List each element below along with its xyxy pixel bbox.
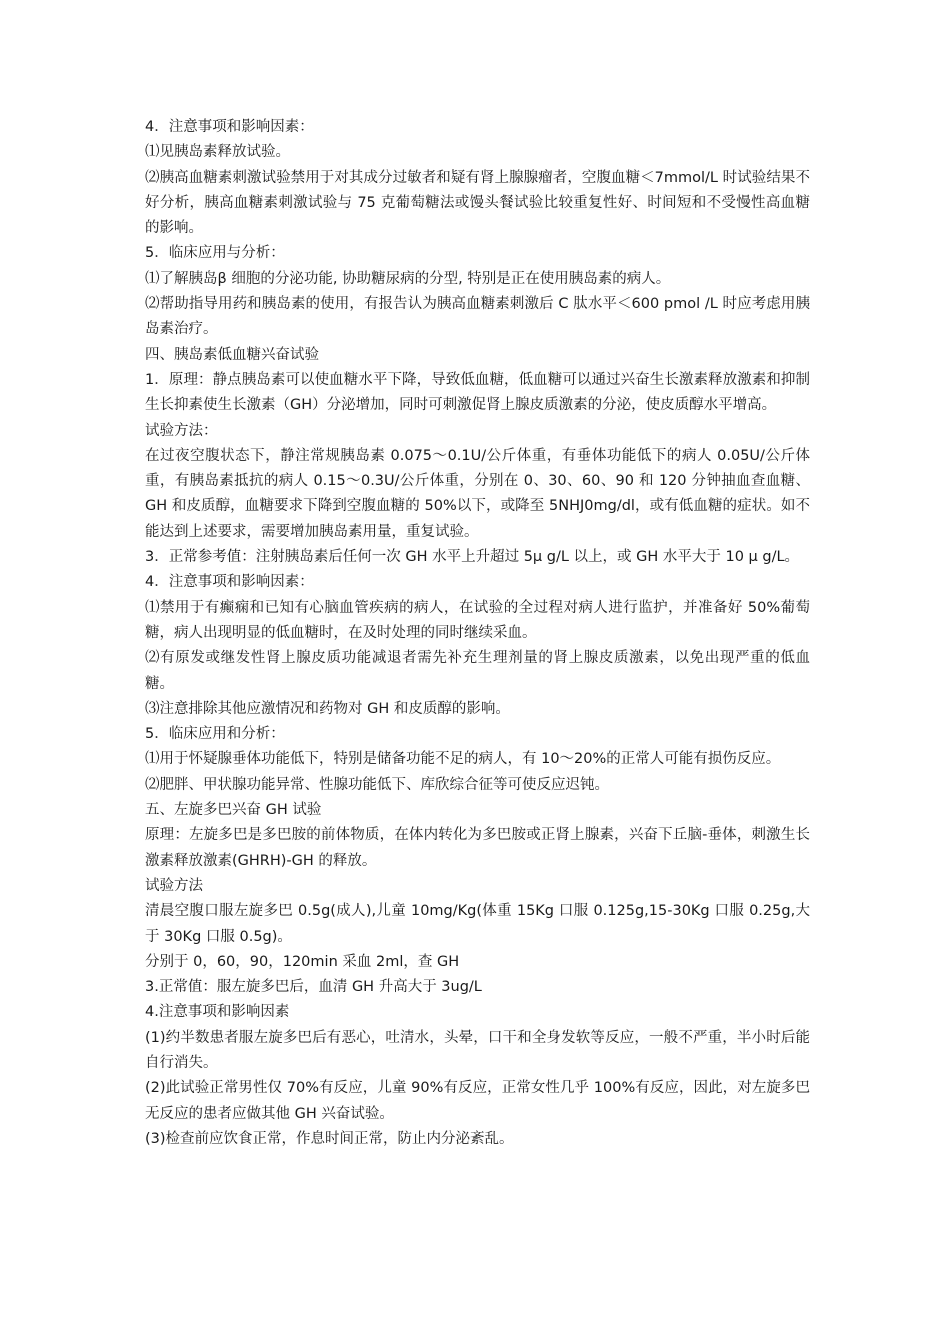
list-item: ⑴见胰岛素释放试验。 [145,144,290,161]
method-paragraph: 清晨空腹口服左旋多巴 0.5g(成人),儿童 10mg/Kg(体重 15Kg 口服 0.125g,15-30Kg 口服 0.25g,大于 30Kg 口服 0.5g)。 [145,903,810,945]
principle-paragraph: 1．原理：静点胰岛素可以使血糖水平下降，导致低血糖，低血糖可以通过兴奋生长激素释放激素和抑制生长抑素使生长激素（GH）分泌增加，同时可刺激促肾上腺皮质激素的分泌，使皮质醇水平增高。 [145,371,810,414]
section-heading-4-notes: 4．注意事项和影响因素： [145,574,314,591]
section-heading-5-clinical: 5．临床应用与分析： [145,245,285,262]
list-item: ⑵帮助指导用药和胰岛素的使用，有报告认为胰高血糖素刺激后 C 肽水平＜600 pmol /L 时应考虑用胰岛素治疗。 [145,296,810,338]
list-item: (3)检查前应饮食正常，作息时间正常，防止内分泌紊乱。 [145,1130,514,1147]
chapter-heading-levodopa-test: 五、左旋多巴兴奋 GH 试验 [145,802,322,819]
normal-value-paragraph: 3.正常值：服左旋多巴后，血清 GH 升高大于 3ug/L [145,979,482,996]
list-item: ⑴了解胰岛β 细胞的分泌功能, 协助糖尿病的分型, 特别是正在使用胰岛素的病人。 [145,270,671,287]
document-body [145,115,810,1152]
method-heading: 试验方法 [145,877,203,894]
sampling-paragraph: 分别于 0，60，90，120min 采血 2ml，查 GH [145,953,460,970]
list-item: ⑴禁用于有癫痫和已知有心脑血管疾病的病人，在试验的全过程对病人进行监护，并准备好 50%葡萄糖，病人出现明显的低血糖时，在及时处理的同时继续采血。 [145,599,810,641]
list-item: ⑵肥胖、甲状腺功能异常、性腺功能低下、库欣综合征等可使反应迟钝。 [145,776,609,793]
list-item: ⑶注意排除其他应激情况和药物对 GH 和皮质醇的影响。 [145,700,510,717]
section-heading-4-notes: 4.注意事项和影响因素 [145,1004,290,1021]
reference-value-paragraph: 3．正常参考值：注射胰岛素后任何一次 GH 水平上升超过 5μ g/L 以上，或 GH 水平大于 10 μ g/L。 [145,549,800,566]
list-item: ⑵有原发或继发性肾上腺皮质功能减退者需先补充生理剂量的肾上腺皮质激素，以免出现严重的低血糖。 [145,650,810,692]
section-heading-4-notes: 4．注意事项和影响因素： [145,119,314,135]
method-heading: 试验方法： [145,422,218,439]
list-item: ⑴用于怀疑腺垂体功能低下，特别是储备功能不足的病人，有 10～20%的正常人可能有损伤反应。 [145,751,781,768]
principle-paragraph: 原理：左旋多巴是多巴胺的前体物质，在体内转化为多巴胺或正肾上腺素，兴奋下丘脑-垂体，刺激生长激素释放激素(GHRH)-GH 的释放。 [145,827,810,869]
list-item: (2)此试验正常男性仅 70%有反应，儿童 90%有反应，正常女性几乎 100%有反应，因此，对左旋多巴无反应的患者应做其他 GH 兴奋试验。 [145,1080,810,1122]
list-item: ⑵胰高血糖素刺激试验禁用于对其成分过敏者和疑有肾上腺腺瘤者，空腹血糖＜7mmol/L 时试验结果不好分析，胰高血糖素刺激试验与 75 克葡萄糖法或馒头餐试验比较重复性好、时间短和不受慢性高血糖的影响。 [145,169,810,237]
section-heading-5-clinical: 5．临床应用和分析： [145,726,285,743]
chapter-heading-insulin-test: 四、胰岛素低血糖兴奋试验 [145,346,319,363]
list-item: (1)约半数患者服左旋多巴后有恶心，吐清水，头晕，口干和全身发软等反应，一般不严重，半小时后能自行消失。 [145,1029,810,1071]
method-paragraph: 在过夜空腹状态下，静注常规胰岛素 0.075～0.1U/公斤体重，有垂体功能低下的病人 0.05U/公斤体重，有胰岛素抵抗的病人 0.15～0.3U/公斤体重，分别在 0、30、60、90 和 120 分钟抽血查血糖、GH 和皮质醇，血糖要求下降到空腹血糖的 50%以下，或降至 5NHJ0mg/dl，或有低血糖的症状。如不能达到上述要求，需要增加胰岛素用量，重复试验。 [145,447,810,540]
